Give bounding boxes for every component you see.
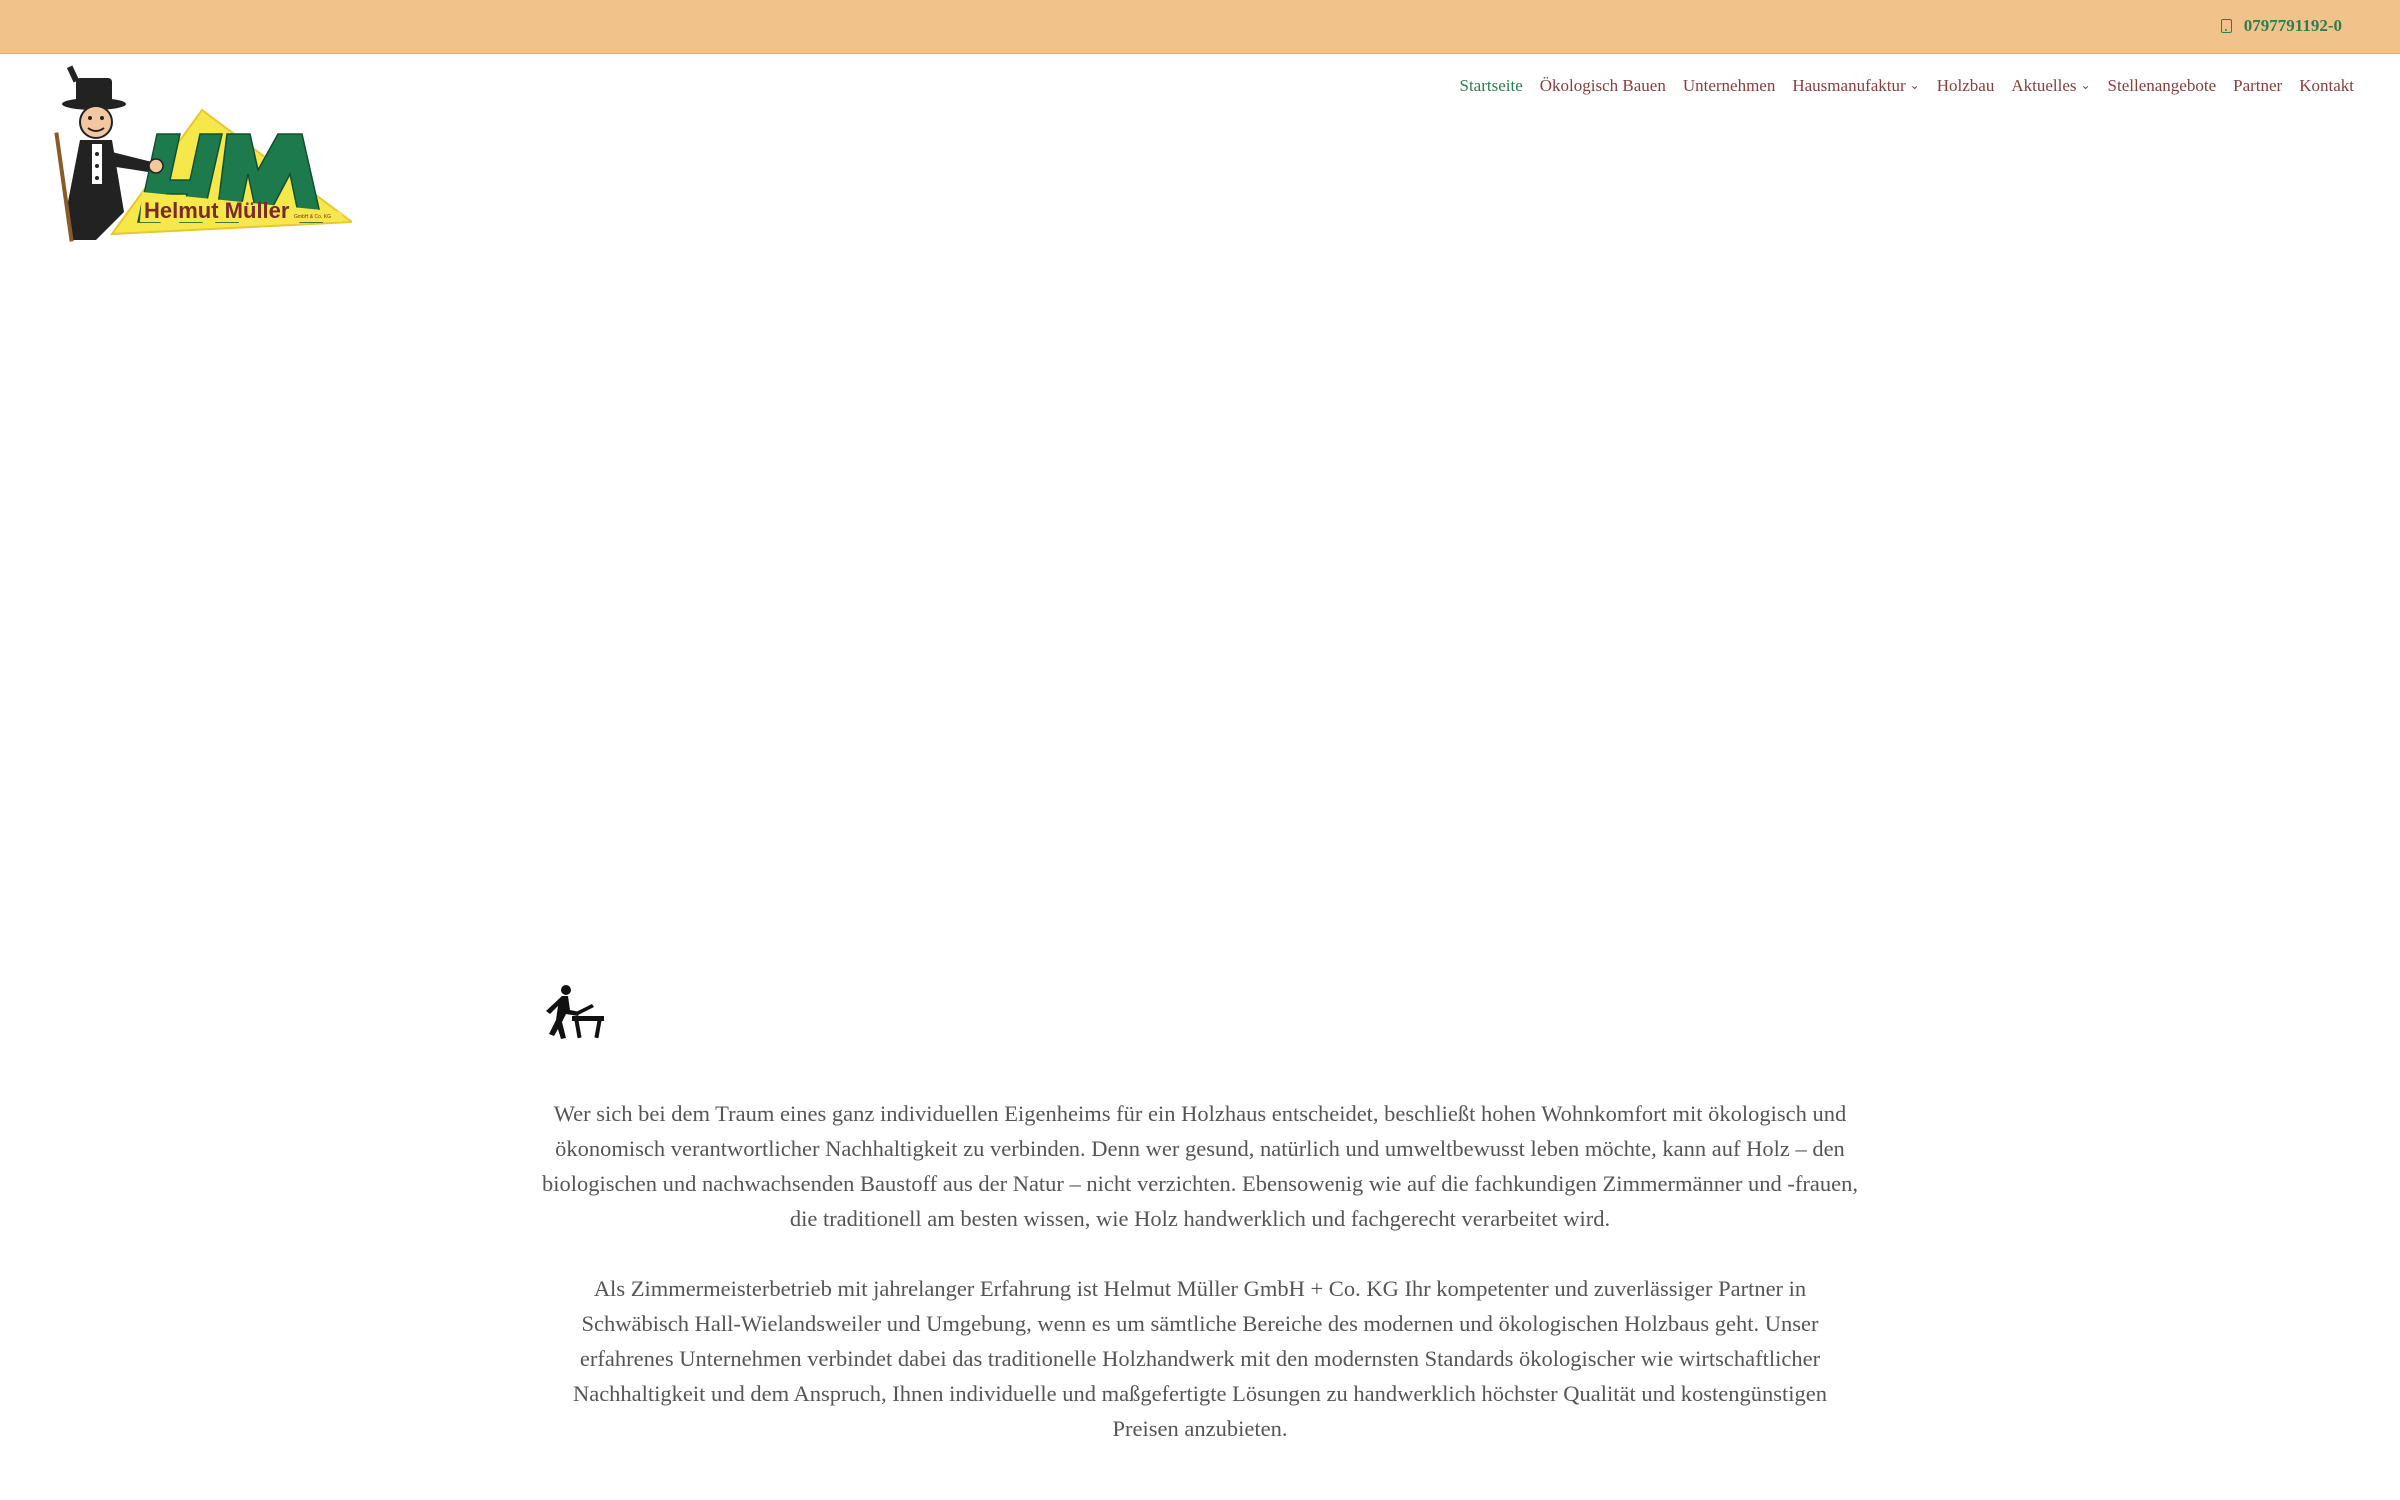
nav-item-holzbau[interactable] (1937, 76, 1995, 96)
nav-item-partner[interactable] (2233, 76, 2282, 96)
nav-label: Stellenangebote (2107, 76, 2217, 95)
nav-item-hausmanufaktur[interactable] (1792, 76, 1919, 96)
nav-item-aktuelles[interactable] (2011, 76, 2090, 96)
chevron-down-icon: ⌄ (2080, 77, 2091, 92)
nav-label: Holzbau (1936, 76, 1995, 95)
nav-item-startseite[interactable] (1459, 76, 1522, 96)
intro-paragraph: Wer sich bei dem Traum eines ganz individuellen Eigenheims für ein Holzhaus entscheidet, beschließt hohen Wohnkomfort mit ökologisch und ökonomisch verantwortlicher Nachhaltigkeit zu verbinden. Denn wer gesund, natürlich und umweltbewusst leben möchte, kann auf Holz – den biologischen und nachwachsenden Baustoff aus der Natur – nicht verzichten. Ebensowenig wie auf die fachkundigen Zimmermänner und -frauen, die traditionell am besten wissen, wie Holz handwerklich und fachgerecht verarbeitet wird. (541, 1101, 1859, 1231)
intro-paragraph: Als Zimmermeisterbetrieb mit jahrelanger Erfahrung ist Helmut Müller GmbH + Co. KG Ihr kompetenter und zuverlässiger Partner in Schwäbisch Hall-Wielandsweiler und Umgebung, wenn es um sämtliche Bereiche des modernen und ökologischen Holzbaus geht. Unser erfahrenes Unternehmen verbindet dabei das traditionelle Holzhandwerk mit den modernsten Standards ökologischer wie wirtschaftlicher Nachhaltigkeit und dem Anspruch, Ihnen individuelle und maßgefertigte Lösungen zu handwerklich höchster Qualität und kostengünstigen Preisen anzubieten. (572, 1276, 1828, 1441)
intro-text (540, 1096, 1860, 1481)
company-logo[interactable] (52, 62, 352, 246)
logo-company-name: Helmut Müller (144, 198, 290, 223)
phone-icon (2221, 19, 2232, 33)
main-navigation (1459, 76, 2354, 96)
nav-item-oekologisch-bauen[interactable] (1540, 76, 1666, 96)
carpenter-sawing-icon (536, 984, 606, 1040)
nav-label: Ökologisch Bauen (1539, 76, 1666, 95)
nav-label: Hausmanufaktur (1792, 76, 1906, 95)
nav-label: Unternehmen (1682, 76, 1776, 95)
nav-item-kontakt[interactable] (2299, 76, 2354, 96)
nav-item-unternehmen[interactable] (1683, 76, 1776, 96)
top-bar (0, 0, 2400, 54)
nav-label: Kontakt (2299, 76, 2354, 95)
phone-number: 0797791192-0 (2243, 16, 2342, 35)
logo-suffix: GmbH & Co. KG (294, 214, 331, 220)
nav-label: Partner (2233, 76, 2283, 95)
phone-link[interactable] (2221, 16, 2342, 36)
logo-graphic (52, 62, 352, 246)
nav-label: Aktuelles (2011, 76, 2077, 95)
chevron-down-icon: ⌄ (1909, 77, 1920, 92)
nav-item-stellenangebote[interactable] (2108, 76, 2217, 96)
nav-label: Startseite (1459, 76, 1523, 95)
